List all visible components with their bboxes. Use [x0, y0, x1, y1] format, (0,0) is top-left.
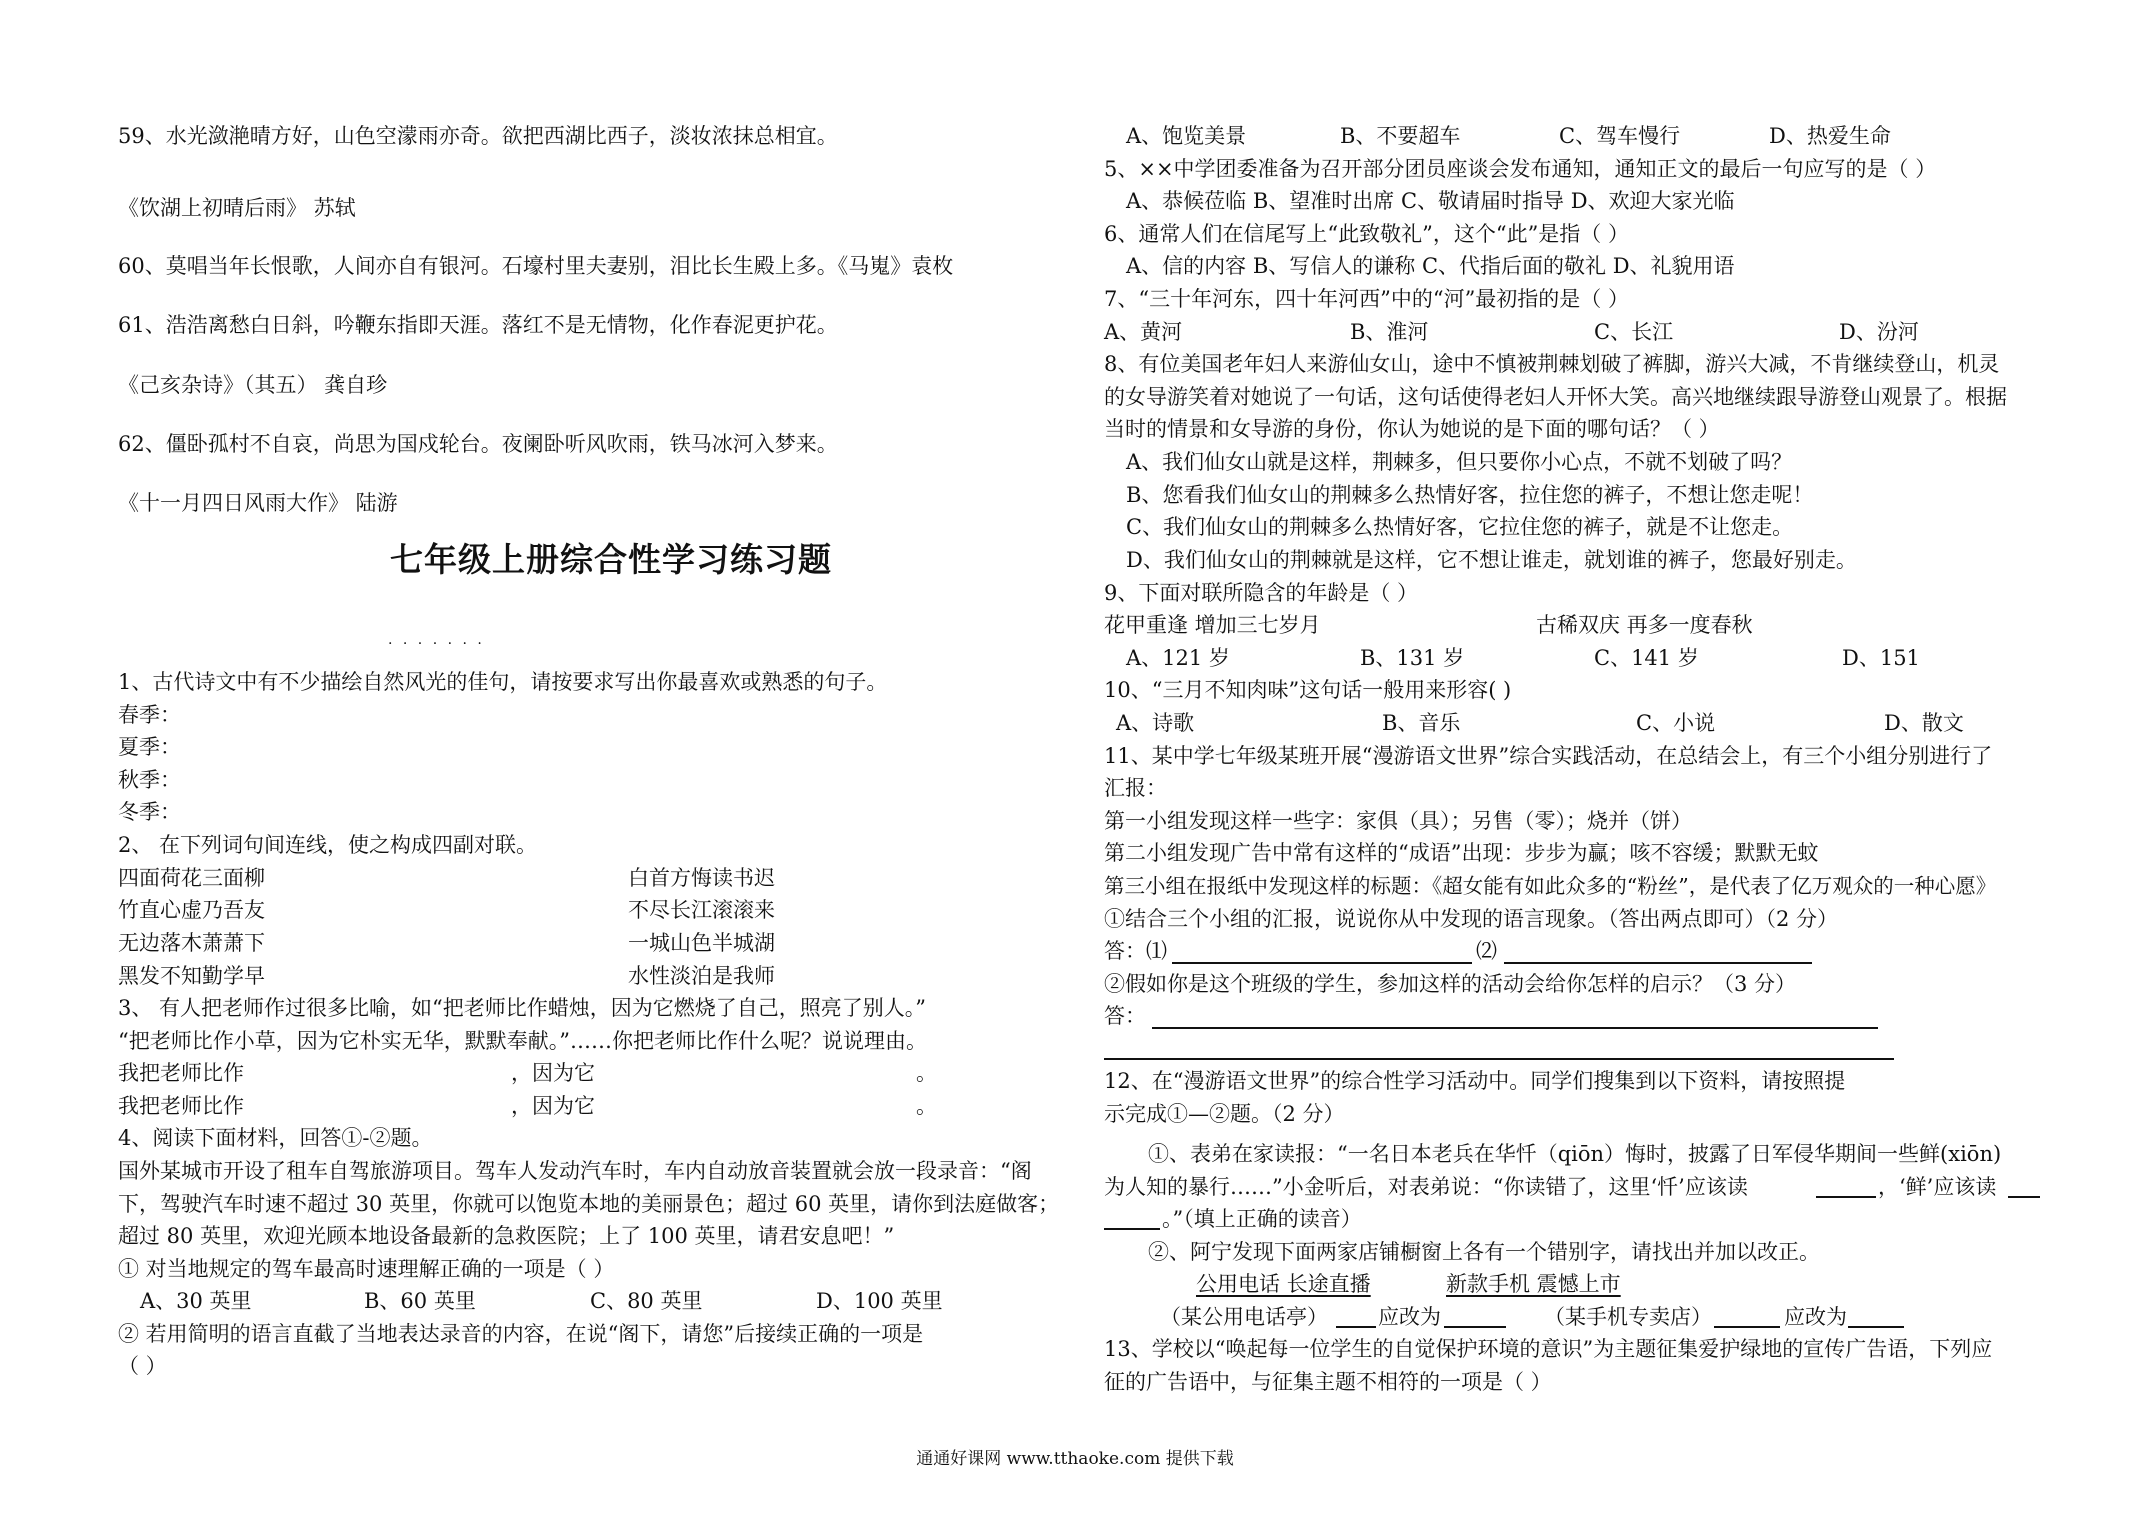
q11-group-1: 第一小组发现这样一些字：家俱（具）；另售（零）；烧并（饼）	[1104, 809, 1692, 833]
q3-because-label: ，因为它	[511, 1094, 595, 1118]
q11-sub-2: ②假如你是这个班级的学生，参加这样的活动会给你怎样的启示？（3 分）	[1104, 972, 1797, 996]
q2-right-item: 水性淡泊是我师	[628, 964, 775, 988]
q12-xian-blank[interactable]	[2008, 1196, 2040, 1198]
question-60: 60、莫唱当年长恨歌，人间亦自有银河。石壕村里夫妻别，泪比长生殿上多。《马嵬》袁枚	[118, 254, 954, 278]
q8-line: 8、有位美国老年妇人来游仙女山，途中不慎被荆棘划破了裤脚，游兴大减，不肯继续登山，机灵	[1104, 352, 2000, 376]
q12-shop-sign-1: 公用电话 长途直播	[1196, 1272, 1371, 1296]
q8-line: 的女导游笑着对她说了一句话，这句话使得老妇人开怀大笑。高兴地继续跟导游登山观景了。根据	[1104, 385, 2007, 409]
q10-option: D、散文	[1884, 711, 1964, 735]
q2-left-item: 黑发不知勤学早	[118, 964, 265, 988]
q12-shop-1-wrong-blank[interactable]	[1336, 1326, 1376, 1328]
q2-left-item: 四面荷花三面柳	[118, 866, 265, 890]
q4-2-option: B、不要超车	[1340, 124, 1461, 148]
q6-options: A、信的内容 B、写信人的谦称 C、代指后面的敬礼 D、礼貌用语	[1126, 254, 1735, 278]
q2-left-item: 竹直心虚乃吾友	[118, 898, 265, 922]
q1-autumn-label: 秋季：	[118, 768, 181, 792]
q4-1-option: B、60 英里	[364, 1289, 476, 1313]
q8-option-d: D、我们仙女山的荆棘就是这样，它不想让谁走，就划谁的裤子，您最好别走。	[1126, 548, 1857, 572]
q11-sub-1: ①结合三个小组的汇报，说说你从中发现的语言现象。（答出两点即可）（2 分）	[1104, 907, 1839, 931]
q8-option-b: B、您看我们仙女山的荆棘多么热情好客，拉住您的裤子，不想让您走呢！	[1126, 483, 1814, 507]
q3-compare-label: 我把老师比作	[118, 1061, 244, 1085]
q11-2-answer-label: 答：	[1104, 1004, 1146, 1028]
q9-couplet-left: 花甲重逢 增加三七岁月	[1104, 613, 1321, 637]
q11-1-answer-label: 答：⑴	[1104, 939, 1167, 963]
question-61: 61、浩浩离愁白日斜，吟鞭东指即天涯。落红不是无情物，化作春泥更护花。	[118, 313, 838, 337]
q12-xian-blank-cont[interactable]	[1104, 1228, 1160, 1230]
q4-material-line: 下，驾驶汽车时速不超过 30 英里，你就可以饱览本地的美丽景色；超过 60 英里，请你到法庭做客；	[118, 1192, 1060, 1216]
q12-line: 示完成①—②题。（2 分）	[1104, 1102, 1345, 1126]
q12-qian-blank[interactable]	[1816, 1196, 1876, 1198]
q11-1-answer2-blank[interactable]	[1504, 962, 1812, 964]
question-9: 9、下面对联所隐含的年龄是（ ）	[1104, 581, 1419, 605]
q4-2-option: C、驾车慢行	[1559, 124, 1681, 148]
q2-right-item: 一城山色半城湖	[628, 931, 775, 955]
question-59: 59、水光潋滟晴方好，山色空濛雨亦奇。欲把西湖比西子，淡妆浓抹总相宜。	[118, 124, 838, 148]
question-2: 2、 在下列词句间连线，使之构成四副对联。	[118, 833, 538, 857]
q2-right-item: 不尽长江滚滚来	[628, 898, 775, 922]
question-62-source: 《十一月四日风雨大作》 陆游	[118, 491, 398, 515]
question-3: 3、 有人把老师作过很多比喻，如“把老师比作蜡烛，因为它燃烧了自己，照亮了别人。”	[118, 996, 927, 1020]
q7-option: D、汾河	[1839, 320, 1919, 344]
q4-1-option: C、80 英里	[590, 1289, 703, 1313]
q12-shop-1-correct-blank[interactable]	[1444, 1326, 1506, 1328]
q1-spring-label: 春季：	[118, 703, 181, 727]
q3-answer-line	[118, 1059, 244, 1087]
q11-1-answer2-label: ⑵	[1476, 939, 1497, 963]
q3-because-label: ，因为它	[511, 1061, 595, 1085]
q11-2-answer-blank-2[interactable]	[1104, 1058, 1894, 1060]
q4-sub-2-paren: （ ）	[118, 1354, 167, 1378]
q12-change-label: 应改为	[1784, 1305, 1847, 1329]
q9-couplet-right: 古稀双庆 再多一度春秋	[1536, 613, 1753, 637]
q5-options: A、恭候莅临 B、望准时出席 C、敬请届时指导 D、欢迎大家光临	[1126, 189, 1735, 213]
q12-sub-1-end: 。”（填上正确的读音）	[1162, 1207, 1362, 1231]
q1-summer-label: 夏季：	[118, 735, 181, 759]
q12-sub-1-cont2: ，‘鲜’应该读	[1878, 1175, 1997, 1199]
q12-change-label: 应改为	[1378, 1305, 1441, 1329]
question-4: 4、阅读下面材料，回答①-②题。	[118, 1126, 433, 1150]
question-59-source: 《饮湖上初晴后雨》 苏轼	[118, 196, 356, 220]
q7-option: C、长江	[1594, 320, 1674, 344]
page-footer: 通通好课网 www.tthaoke.com 提供下载	[916, 1449, 1234, 1469]
q9-option: C、141 岁	[1594, 646, 1699, 670]
q12-sub-2: ②、阿宁发现下面两家店铺橱窗上各有一个错别字，请找出并加以改正。	[1148, 1240, 1820, 1264]
q4-2-option: A、饱览美景	[1126, 124, 1247, 148]
q11-1-answer-blank[interactable]	[1172, 962, 1472, 964]
q8-line: 当时的情景和女导游的身份，你认为她说的是下面的哪句话？（ ）	[1104, 417, 1720, 441]
q8-option-a: A、我们仙女山就是这样，荆棘多，但只要你小心点，不就不划破了吗？	[1126, 450, 1793, 474]
q10-option: C、小说	[1636, 711, 1716, 735]
q4-1-option: A、30 英里	[140, 1289, 252, 1313]
question-6: 6、通常人们在信尾写上“此致敬礼”，这个“此”是指（ ）	[1104, 222, 1629, 246]
q12-shop-sign-2: 新款手机 震憾上市	[1446, 1272, 1621, 1296]
q12-shop-2-label: （某手机专卖店）	[1544, 1305, 1712, 1329]
q9-option: B、131 岁	[1360, 646, 1465, 670]
question-10: 10、“三月不知肉味”这句话一般用来形容( )	[1104, 678, 1512, 702]
q4-1-option: D、100 英里	[816, 1289, 943, 1313]
q9-option: D、151	[1842, 646, 1920, 670]
q7-option: B、淮河	[1350, 320, 1429, 344]
q12-sub-1-cont: 为人知的暴行……”小金听后，对表弟说：“你读错了，这里‘忏’应该读	[1104, 1175, 1748, 1199]
q4-sub-1: ① 对当地规定的驾车最高时速理解正确的一项是（ ）	[118, 1257, 615, 1281]
q3-period: 。	[916, 1061, 937, 1085]
q9-option: A、121 岁	[1126, 646, 1230, 670]
q10-option: B、音乐	[1382, 711, 1461, 735]
q12-shop-2-correct-blank[interactable]	[1848, 1326, 1904, 1328]
q4-sub-2: ② 若用简明的语言直截了当地表达录音的内容，在说“阁下，请您”后接续正确的一项是	[118, 1322, 924, 1346]
question-61-source: 《己亥杂诗》（其五） 龚自珍	[118, 373, 388, 397]
q13-line: 征的广告语中，与征集主题不相符的一项是（ ）	[1104, 1370, 1552, 1394]
q13-line: 13、学校以“唤起每一位学生的自觉保护环境的意识”为主题征集爱护绿地的宣传广告语，下列应	[1104, 1337, 1993, 1361]
question-5: 5、××中学团委准备为召开部分团员座谈会发布通知，通知正文的最后一句应写的是（ ）	[1104, 157, 1937, 181]
q1-winter-label: 冬季：	[118, 800, 181, 824]
q11-line: 11、某中学七年级某班开展“漫游语文世界”综合实践活动，在总结会上，有三个小组分别进行了	[1104, 744, 1993, 768]
q4-material-line: 国外某城市开设了租车自驾旅游项目。驾车人发动汽车时，车内自动放音装置就会放一段录音：“阁	[118, 1159, 1032, 1183]
q12-shop-2-wrong-blank[interactable]	[1714, 1326, 1780, 1328]
q11-line: 汇报：	[1104, 776, 1167, 800]
q3-compare-label: 我把老师比作	[118, 1094, 244, 1118]
q11-group-2: 第二小组发现广告中常有这样的“成语”出现：步步为赢；咳不容缓；默默无蚊	[1104, 841, 1819, 865]
question-3-cont: “把老师比作小草，因为它朴实无华，默默奉献。”……你把老师比作什么呢？说说理由。	[118, 1029, 927, 1053]
q12-sub-1: ①、表弟在家读报：“一名日本老兵在华忏（qiōn）悔时，披露了日军侵华期间一些鲜(xiōn)	[1148, 1142, 2002, 1166]
q2-right-item: 白首方悔读书迟	[628, 866, 775, 890]
section-title: 七年级上册综合性学习练习题	[390, 540, 832, 579]
q11-2-answer-blank[interactable]	[1152, 1027, 1878, 1029]
q12-shop-1-label: （某公用电话亭）	[1160, 1305, 1328, 1329]
q4-material-line: 超过 80 英里，欢迎光顾本地设备最新的急救医院；上了 100 英里，请君安息吧！”	[118, 1224, 895, 1248]
q11-group-3: 第三小组在报纸中发现这样的标题：《超女能有如此众多的“粉丝”，是代表了亿万观众的一种心愿》	[1104, 874, 1997, 898]
title-dots: . . . . . . .	[388, 632, 485, 648]
question-7: 7、“三十年河东，四十年河西”中的“河”最初指的是（ ）	[1104, 287, 1629, 311]
q2-left-item: 无边落木萧萧下	[118, 931, 265, 955]
q10-option: A、诗歌	[1116, 711, 1195, 735]
question-1: 1、古代诗文中有不少描绘自然风光的佳句，请按要求写出你最喜欢或熟悉的句子。	[118, 670, 888, 694]
q7-option: A、黄河	[1104, 320, 1183, 344]
q8-option-c: C、我们仙女山的荆棘多么热情好客，它拉住您的裤子，就是不让您走。	[1126, 515, 1794, 539]
q4-2-option: D、热爱生命	[1769, 124, 1891, 148]
q3-period: 。	[916, 1094, 937, 1118]
q12-line: 12、在“漫游语文世界”的综合性学习活动中。同学们搜集到以下资料，请按照提	[1104, 1069, 1846, 1093]
question-62: 62、僵卧孤村不自哀，尚思为国戍轮台。夜阑卧听风吹雨，铁马冰河入梦来。	[118, 432, 838, 456]
